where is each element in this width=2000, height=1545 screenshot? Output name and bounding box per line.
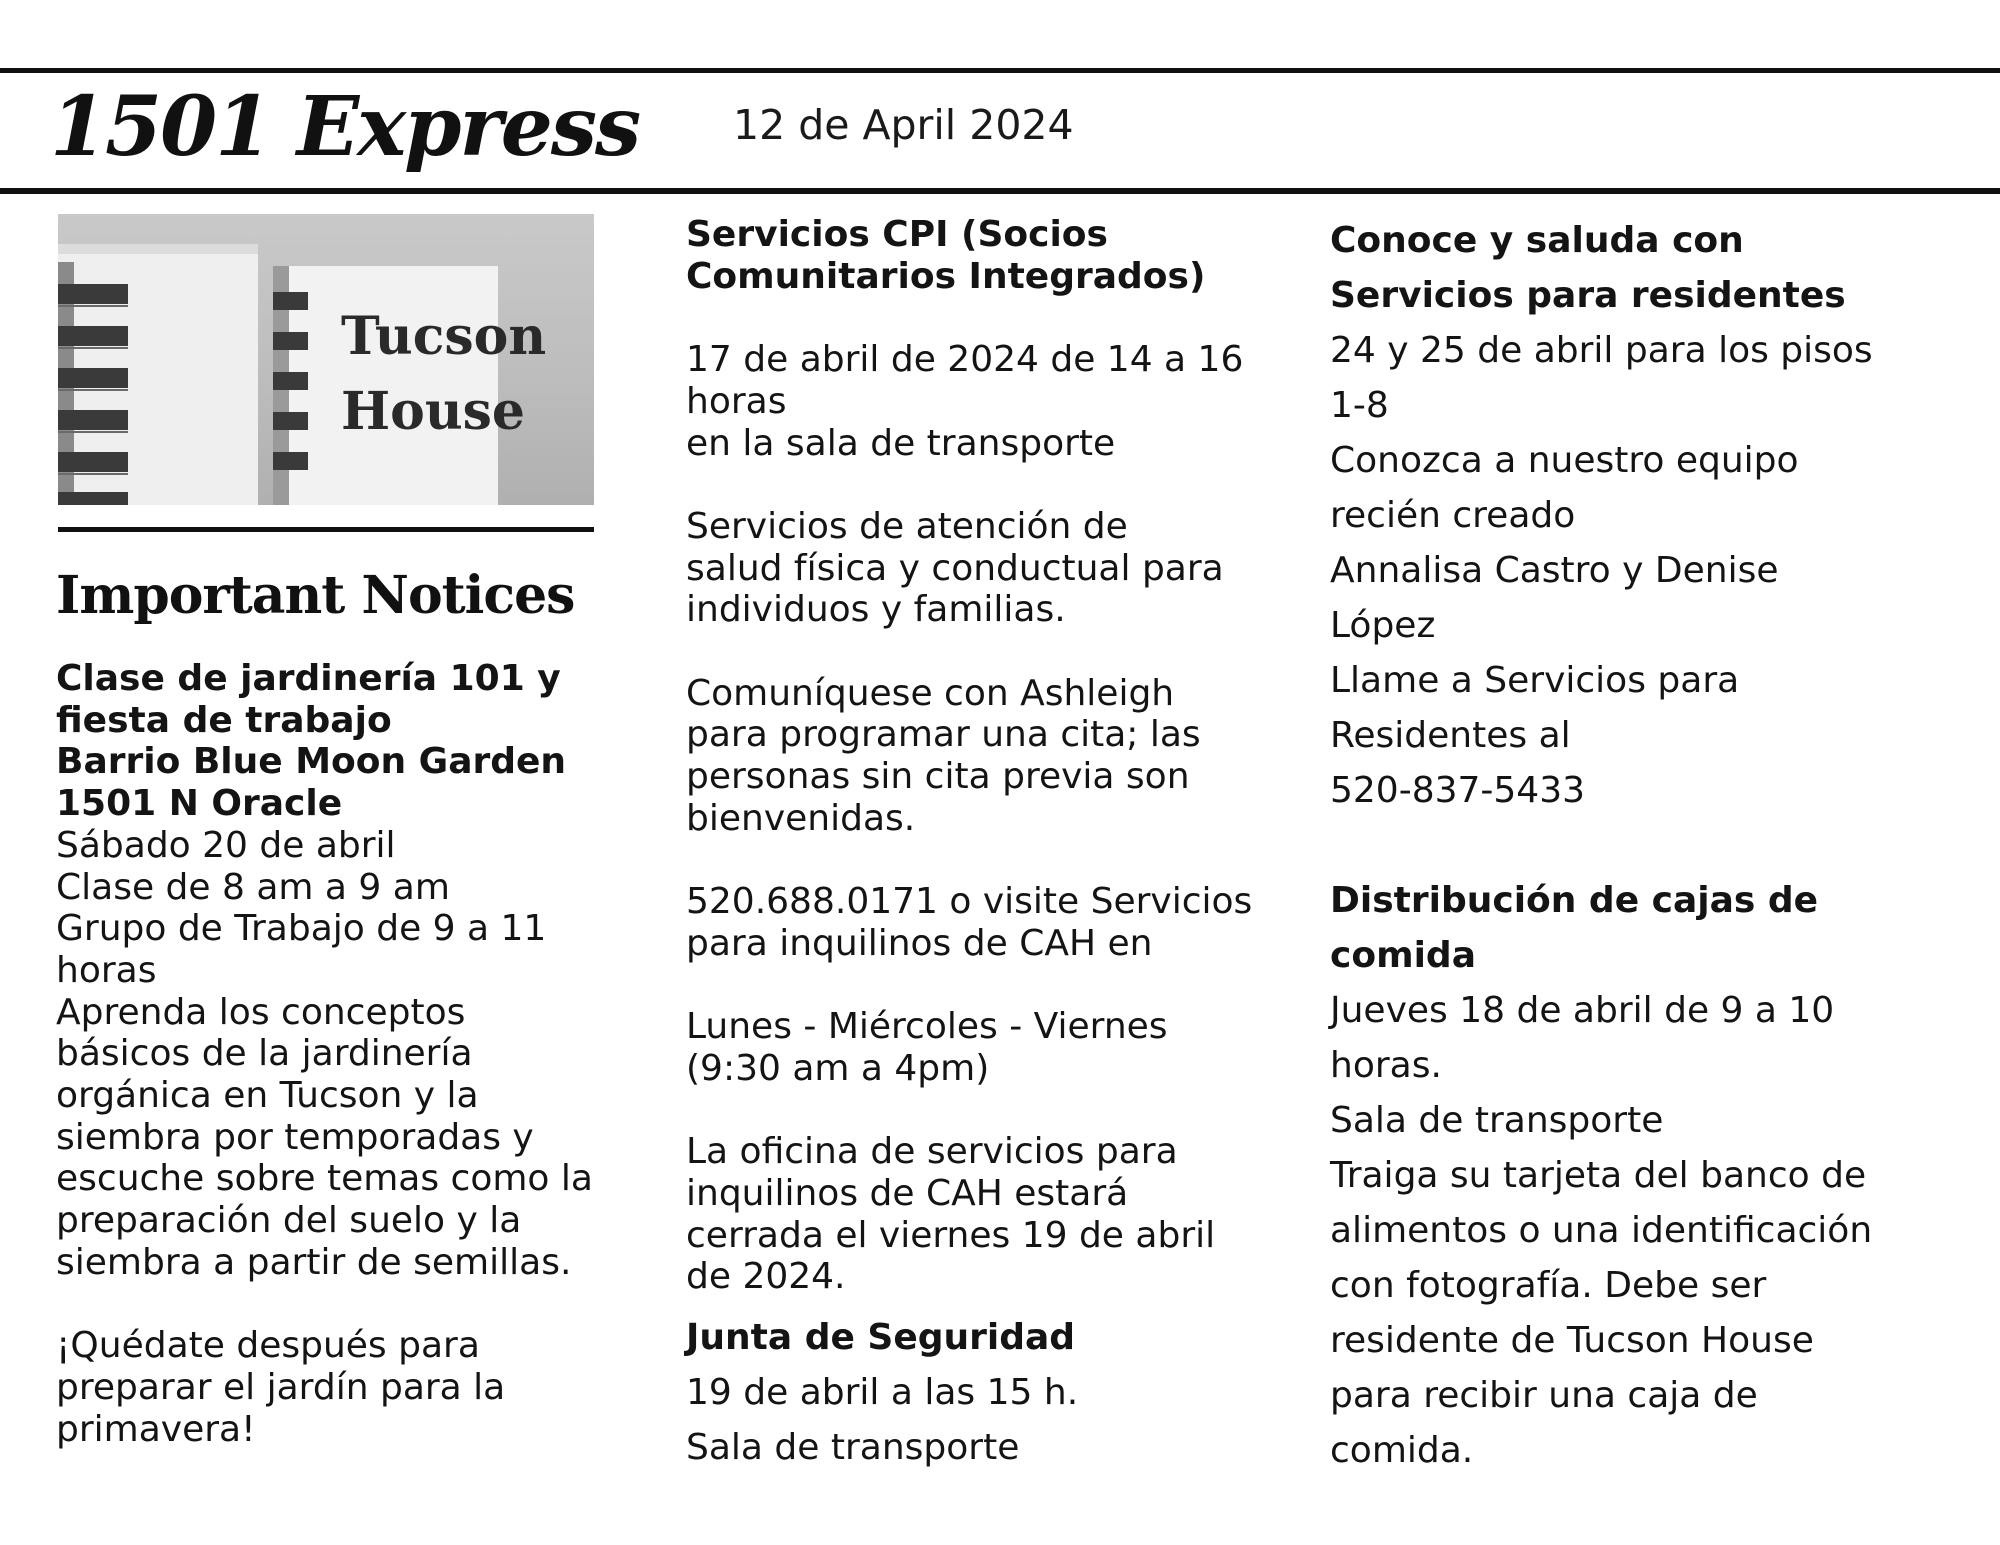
cpi-desc-line: Servicios de atención de: [686, 505, 1128, 547]
text-line: Aprenda los conceptos: [56, 991, 466, 1033]
closure-line: de 2024.: [686, 1256, 846, 1298]
text-line: siembra por temporadas y: [56, 1116, 534, 1158]
cpi-title-line-2: Comunitarios Integrados): [686, 255, 1206, 297]
meet-phone: 520-837-5433: [1330, 770, 1586, 811]
cpi-desc-line: individuos y familias.: [686, 589, 1066, 631]
meet-title-line-1: Conoce y saluda con: [1330, 220, 1744, 261]
safety-meeting-where: Sala de transporte: [686, 1427, 1020, 1469]
cpi-hours-line: (9:30 am a 4pm): [686, 1047, 990, 1089]
text-line: básicos de la jardinería: [56, 1033, 473, 1075]
food-line: alimentos o una identificación: [1330, 1210, 1873, 1251]
meet-line: Annalisa Castro y Denise: [1330, 550, 1779, 591]
food-line: Traiga su tarjeta del banco de: [1330, 1155, 1867, 1196]
issue-date: 12 de April 2024: [733, 101, 1074, 149]
food-line: comida.: [1330, 1430, 1474, 1471]
closing-line: primavera!: [56, 1408, 256, 1450]
closing-line: preparar el jardín para la: [56, 1366, 506, 1408]
text-line: preparación del suelo y la: [56, 1200, 522, 1242]
closure-line: inquilinos de CAH estará: [686, 1173, 1129, 1215]
event-title-line-2: fiesta de trabajo: [56, 699, 392, 741]
meet-line: Residentes al: [1330, 715, 1571, 756]
food-line: residente de Tucson House: [1330, 1320, 1814, 1361]
left-column-divider: [58, 527, 594, 532]
text-line: orgánica en Tucson y la: [56, 1075, 479, 1117]
important-notices-heading: Important Notices: [56, 565, 575, 626]
text-line: escuche sobre temas como la: [56, 1158, 593, 1200]
text-line: Sábado 20 de abril: [56, 824, 396, 866]
newsletter-title: 1501 Express: [50, 79, 640, 175]
cpi-desc-line: salud física y conductual para: [686, 547, 1224, 589]
safety-meeting-when: 19 de abril a las 15 h.: [686, 1372, 1079, 1414]
cpi-contact-line: para programar una cita; las: [686, 714, 1201, 756]
text-line: Clase de 8 am a 9 am: [56, 866, 450, 908]
food-line: para recibir una caja de: [1330, 1375, 1758, 1416]
text-line: horas: [56, 949, 157, 991]
closing-line: ¡Quédate después para: [56, 1325, 480, 1367]
closure-line: cerrada el viernes 19 de abril: [686, 1214, 1216, 1256]
food-line: Sala de transporte: [1330, 1100, 1664, 1141]
cpi-hours-line: Lunes - Miércoles - Viernes: [686, 1006, 1168, 1048]
text-line: siembra a partir de semillas.: [56, 1241, 572, 1283]
food-title-line-2: comida: [1330, 935, 1476, 976]
meet-title-line-2: Servicios para residentes: [1330, 275, 1846, 316]
sign-line-2: House: [341, 381, 525, 442]
event-location-line-1: Barrio Blue Moon Garden: [56, 741, 567, 783]
gardening-class-notice: [56, 658, 593, 1450]
food-title-line-1: Distribución de cajas de: [1330, 880, 1819, 921]
resident-services-notice: [1330, 213, 1873, 1478]
cpi-contact-line: personas sin cita previa son: [686, 756, 1190, 798]
cpi-when-line: horas: [686, 380, 787, 422]
meet-line: 1-8: [1330, 385, 1389, 426]
food-line: horas.: [1330, 1045, 1442, 1086]
meet-line: Llame a Servicios para: [1330, 660, 1740, 701]
tucson-house-photo: [58, 214, 594, 505]
cpi-contact-line: bienvenidas.: [686, 797, 916, 839]
cpi-contact-line: Comuníquese con Ashleigh: [686, 672, 1175, 714]
cpi-when-line: 17 de abril de 2024 de 14 a 16: [686, 339, 1244, 381]
sign-line-1: Tucson: [341, 306, 547, 367]
text-line: Grupo de Trabajo de 9 a 11: [56, 908, 547, 950]
cpi-title-line-1: Servicios CPI (Socios: [686, 214, 1108, 255]
safety-meeting-title: Junta de Seguridad: [686, 1317, 1076, 1359]
meet-line: 24 y 25 de abril para los pisos: [1330, 330, 1873, 371]
meet-line: recién creado: [1330, 495, 1576, 536]
food-line: Jueves 18 de abril de 9 a 10: [1330, 990, 1835, 1031]
food-line: con fotografía. Debe ser: [1330, 1265, 1767, 1306]
meet-line: López: [1330, 605, 1436, 646]
cpi-phone-line: para inquilinos de CAH en: [686, 922, 1153, 964]
closure-line: La oficina de servicios para: [686, 1131, 1178, 1173]
masthead-bottom-rule: [0, 188, 2000, 194]
event-title-line-1: Clase de jardinería 101 y: [56, 658, 561, 699]
cpi-phone-line: 520.688.0171 o visite Servicios: [686, 881, 1253, 923]
cpi-services-notice: [686, 214, 1252, 1475]
cpi-when-line: en la sala de transporte: [686, 422, 1116, 464]
meet-line: Conozca a nuestro equipo: [1330, 440, 1799, 481]
event-location-line-2: 1501 N Oracle: [56, 783, 343, 825]
